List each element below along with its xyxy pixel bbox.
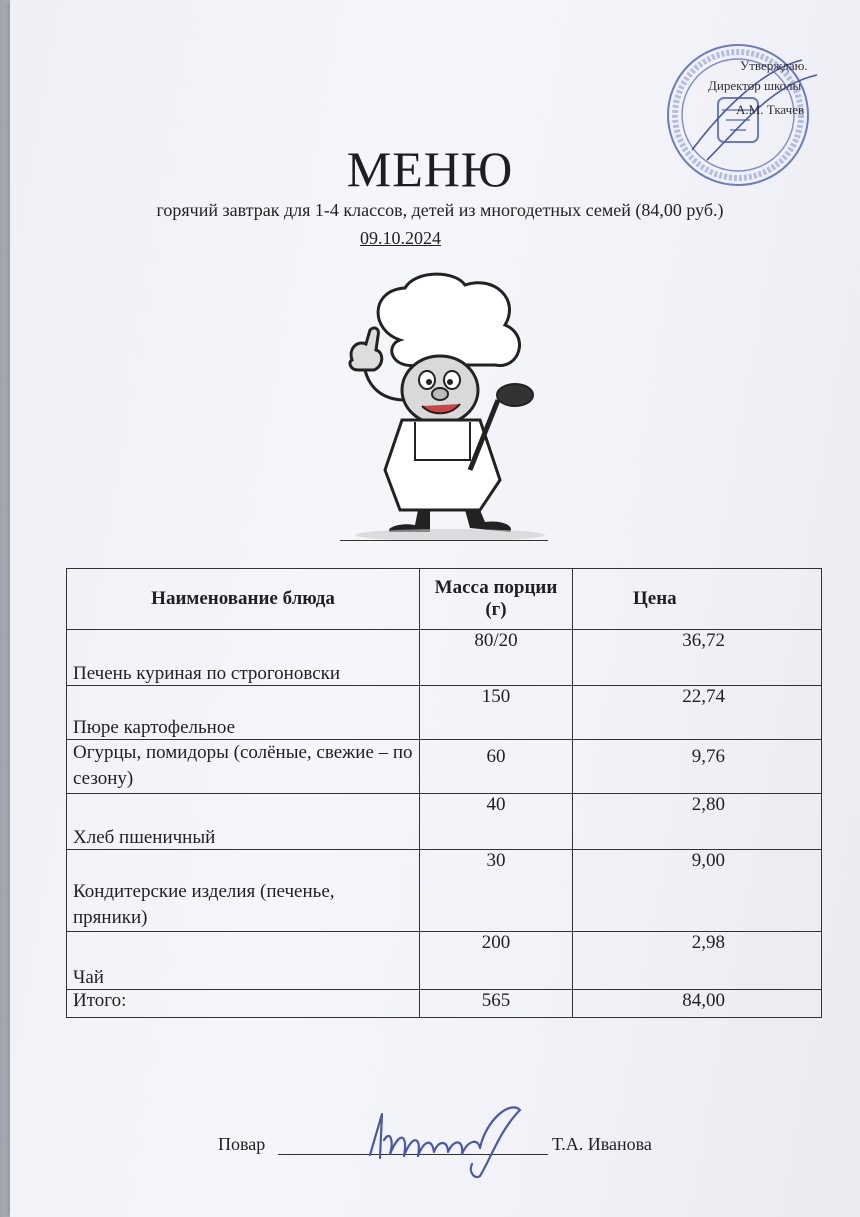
dish-mass: 40 <box>420 794 573 850</box>
header-dish-name: Наименование блюда <box>67 569 420 630</box>
dish-name: Чай <box>67 932 420 990</box>
table-header-row <box>67 569 822 630</box>
menu-date: 09.10.2024 <box>360 228 441 248</box>
menu-table <box>66 568 822 1018</box>
table-row <box>67 850 822 932</box>
table-row <box>67 686 822 740</box>
dish-price: 2,98 <box>573 932 822 990</box>
dish-mass: 60 <box>420 740 573 794</box>
table-total-row <box>67 990 822 1018</box>
total-mass: 565 <box>420 990 573 1018</box>
signature-name: Т.А. Иванова <box>552 1134 652 1154</box>
subtitle: горячий завтрак для 1-4 классов, детей из многодетных семей (84,00 руб.) <box>156 200 724 220</box>
dish-price: 9,00 <box>573 850 822 932</box>
dish-name: Кондитерские изделия (печенье, пряники) <box>67 850 420 932</box>
header-price: Цена <box>573 569 822 630</box>
dish-name: Пюре картофельное <box>67 686 420 740</box>
dish-name: Огурцы, помидоры (солёные, свежие – по сезону) <box>67 740 420 794</box>
chef-illustration-icon <box>330 270 560 545</box>
approval-line-2: Директор школы <box>708 78 802 93</box>
total-price: 84,00 <box>573 990 822 1018</box>
table-row <box>67 740 822 794</box>
approval-line-1: Утверждаю. <box>740 58 808 73</box>
table-row <box>67 932 822 990</box>
dish-name: Печень куриная по строгоновски <box>67 630 420 686</box>
approval-block <box>700 56 850 120</box>
signature-label: Повар <box>218 1134 266 1154</box>
dish-price: 9,76 <box>573 740 822 794</box>
header-portion-mass: Масса порции (г) <box>420 569 573 630</box>
dish-mass: 30 <box>420 850 573 932</box>
page-title: МЕНЮ <box>346 141 514 197</box>
divider-line <box>340 540 548 541</box>
dish-price: 22,74 <box>573 686 822 740</box>
dish-mass: 200 <box>420 932 573 990</box>
table-row <box>67 630 822 686</box>
dish-mass: 80/20 <box>420 630 573 686</box>
approval-line-3: А.М. Ткачев <box>736 102 805 117</box>
dish-name: Хлеб пшеничный <box>67 794 420 850</box>
dish-mass: 150 <box>420 686 573 740</box>
table-row <box>67 794 822 850</box>
dish-price: 2,80 <box>573 794 822 850</box>
dish-price: 36,72 <box>573 630 822 686</box>
total-label: Итого: <box>67 990 420 1018</box>
handwritten-signature-icon <box>360 1100 540 1180</box>
signature-block <box>0 1100 860 1180</box>
